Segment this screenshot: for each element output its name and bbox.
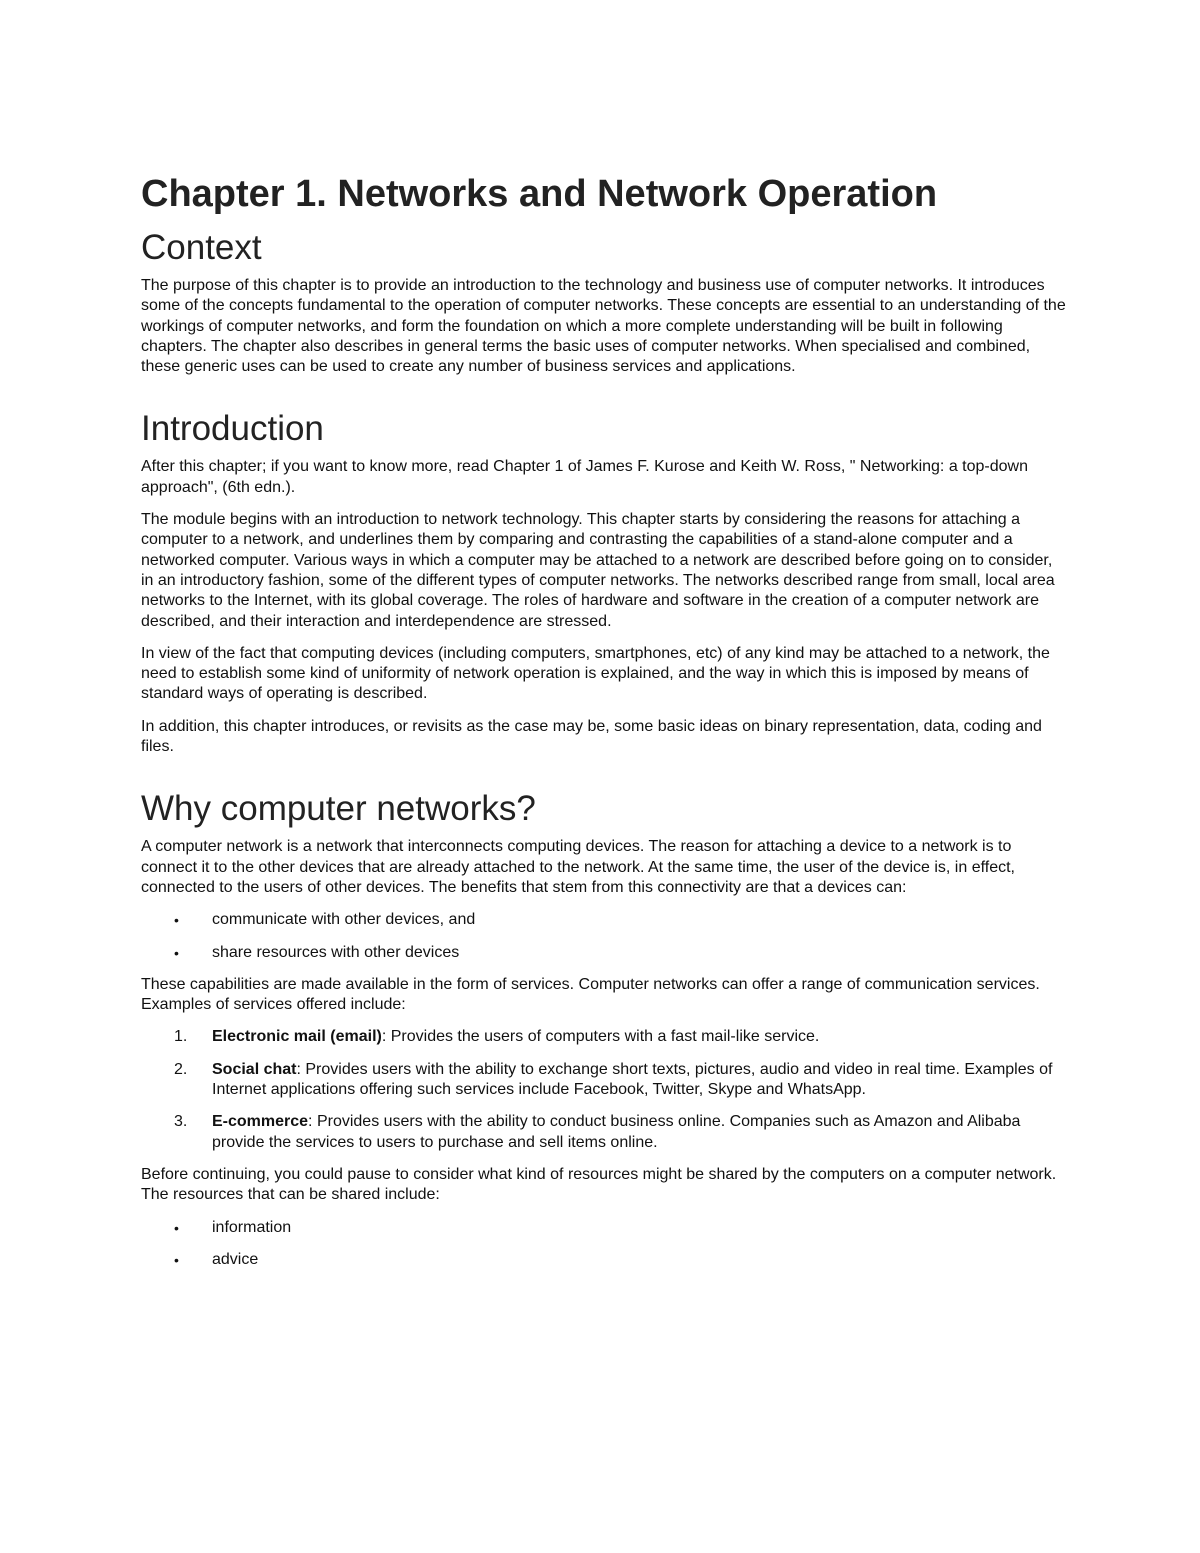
list-item [141, 910, 1066, 930]
list-item [141, 1112, 1066, 1153]
bullet-icon: • [174, 1251, 179, 1268]
bullet-icon: • [174, 912, 179, 929]
list-item [141, 1060, 1066, 1101]
services-list [141, 1027, 1066, 1152]
resources-intro-paragraph: Before continuing, you could pause to consider what kind of resources might be shared by the computers on a computer network. The resources that can be shared include: [141, 1165, 1057, 1204]
introduction-paragraph: In view of the fact that computing devices (including computers, smartphones, etc) of any kind may be attached to a network, the need to establish some kind of uniformity of network operation is explained, and the way in which this is imposed by means of standard ways of operating is described. [141, 644, 1050, 703]
benefits-list [141, 910, 1066, 963]
why-networks-heading: Why computer networks? [141, 789, 536, 829]
service-term: E-commerce [212, 1113, 309, 1131]
service-description: : Provides users with the ability to conduct business online. Companies such as Amazon and Alibaba provide the services to users to purchase and sell items online. [212, 1113, 1021, 1151]
list-item [141, 1250, 1066, 1270]
bullet-icon: • [174, 1219, 179, 1236]
list-item [141, 1218, 1066, 1238]
service-term: Social chat [212, 1060, 297, 1078]
introduction-paragraph: After this chapter; if you want to know more, read Chapter 1 of James F. Kurose and Keith W. Ross, " Networking: a top-down approach", (6th edn.). [141, 458, 1028, 496]
list-item-text: communicate with other devices, and [212, 911, 476, 929]
list-item-text: information [212, 1218, 292, 1236]
introduction-paragraph: The module begins with an introduction to network technology. This chapter starts by considering the reasons for attaching a computer to a network, and underlines them by comparing and contrasting the capabilities of a stand-alone computer and a networked computer. Various ways in which a computer may be attached to a network are described before going on to consider, in an introductory fashion, some of the different types of computer networks. The networks described range from small, local area networks to the Internet, with its global coverage. The roles of hardware and software in the creation of a computer network are described, and their interaction and interdependence are stressed. [141, 511, 1055, 630]
resources-list [141, 1218, 1066, 1271]
bullet-icon: • [174, 944, 179, 961]
service-description: : Provides the users of computers with a fast mail-like service. [381, 1028, 820, 1046]
list-item [141, 1027, 1066, 1047]
list-item-text: share resources with other devices [212, 943, 460, 961]
service-term: Electronic mail (email) [212, 1028, 382, 1046]
introduction-paragraph: In addition, this chapter introduces, or revisits as the case may be, some basic ideas on binary representation, data, coding and files. [141, 717, 1042, 756]
list-number: 1. [174, 1028, 188, 1046]
list-item-text: advice [212, 1250, 259, 1268]
why-networks-intro-paragraph: A computer network is a network that interconnects computing devices. The reason for attaching a device to a network is to connect it to the other devices that are already attached to the network. At the same time, the user of the device is, in effect, connected to the users of other devices. The benefits that stem from this connectivity are that a devices can: [141, 838, 1015, 896]
services-intro-paragraph: These capabilities are made available in the form of services. Computer networks can offer a range of communication services. Examples of services offered include: [141, 975, 1040, 1014]
list-number: 2. [174, 1060, 188, 1078]
service-description: : Provides users with the ability to exchange short texts, pictures, audio and video in real time. Examples of Internet applications offering such services include Facebook, Twitter, Skype and WhatsApp. [212, 1060, 1053, 1099]
list-item [141, 943, 1066, 963]
list-number: 3. [174, 1113, 188, 1131]
context-heading: Context [141, 228, 262, 267]
introduction-heading: Introduction [141, 409, 324, 449]
context-paragraph: The purpose of this chapter is to provide an introduction to the technology and business use of computer networks. It introduces some of the concepts fundamental to the operation of computer networks. These concepts are essential to an understanding of the workings of computer networks, and form the foundation on which a more complete understanding will be built in following chapters. The chapter also describes in general terms the basic uses of computer networks. When specialised and combined, these generic uses can be used to create any number of business services and applications. [141, 277, 1066, 376]
chapter-title: Chapter 1. Networks and Network Operation [141, 173, 938, 215]
document-page [141, 168, 1066, 1282]
